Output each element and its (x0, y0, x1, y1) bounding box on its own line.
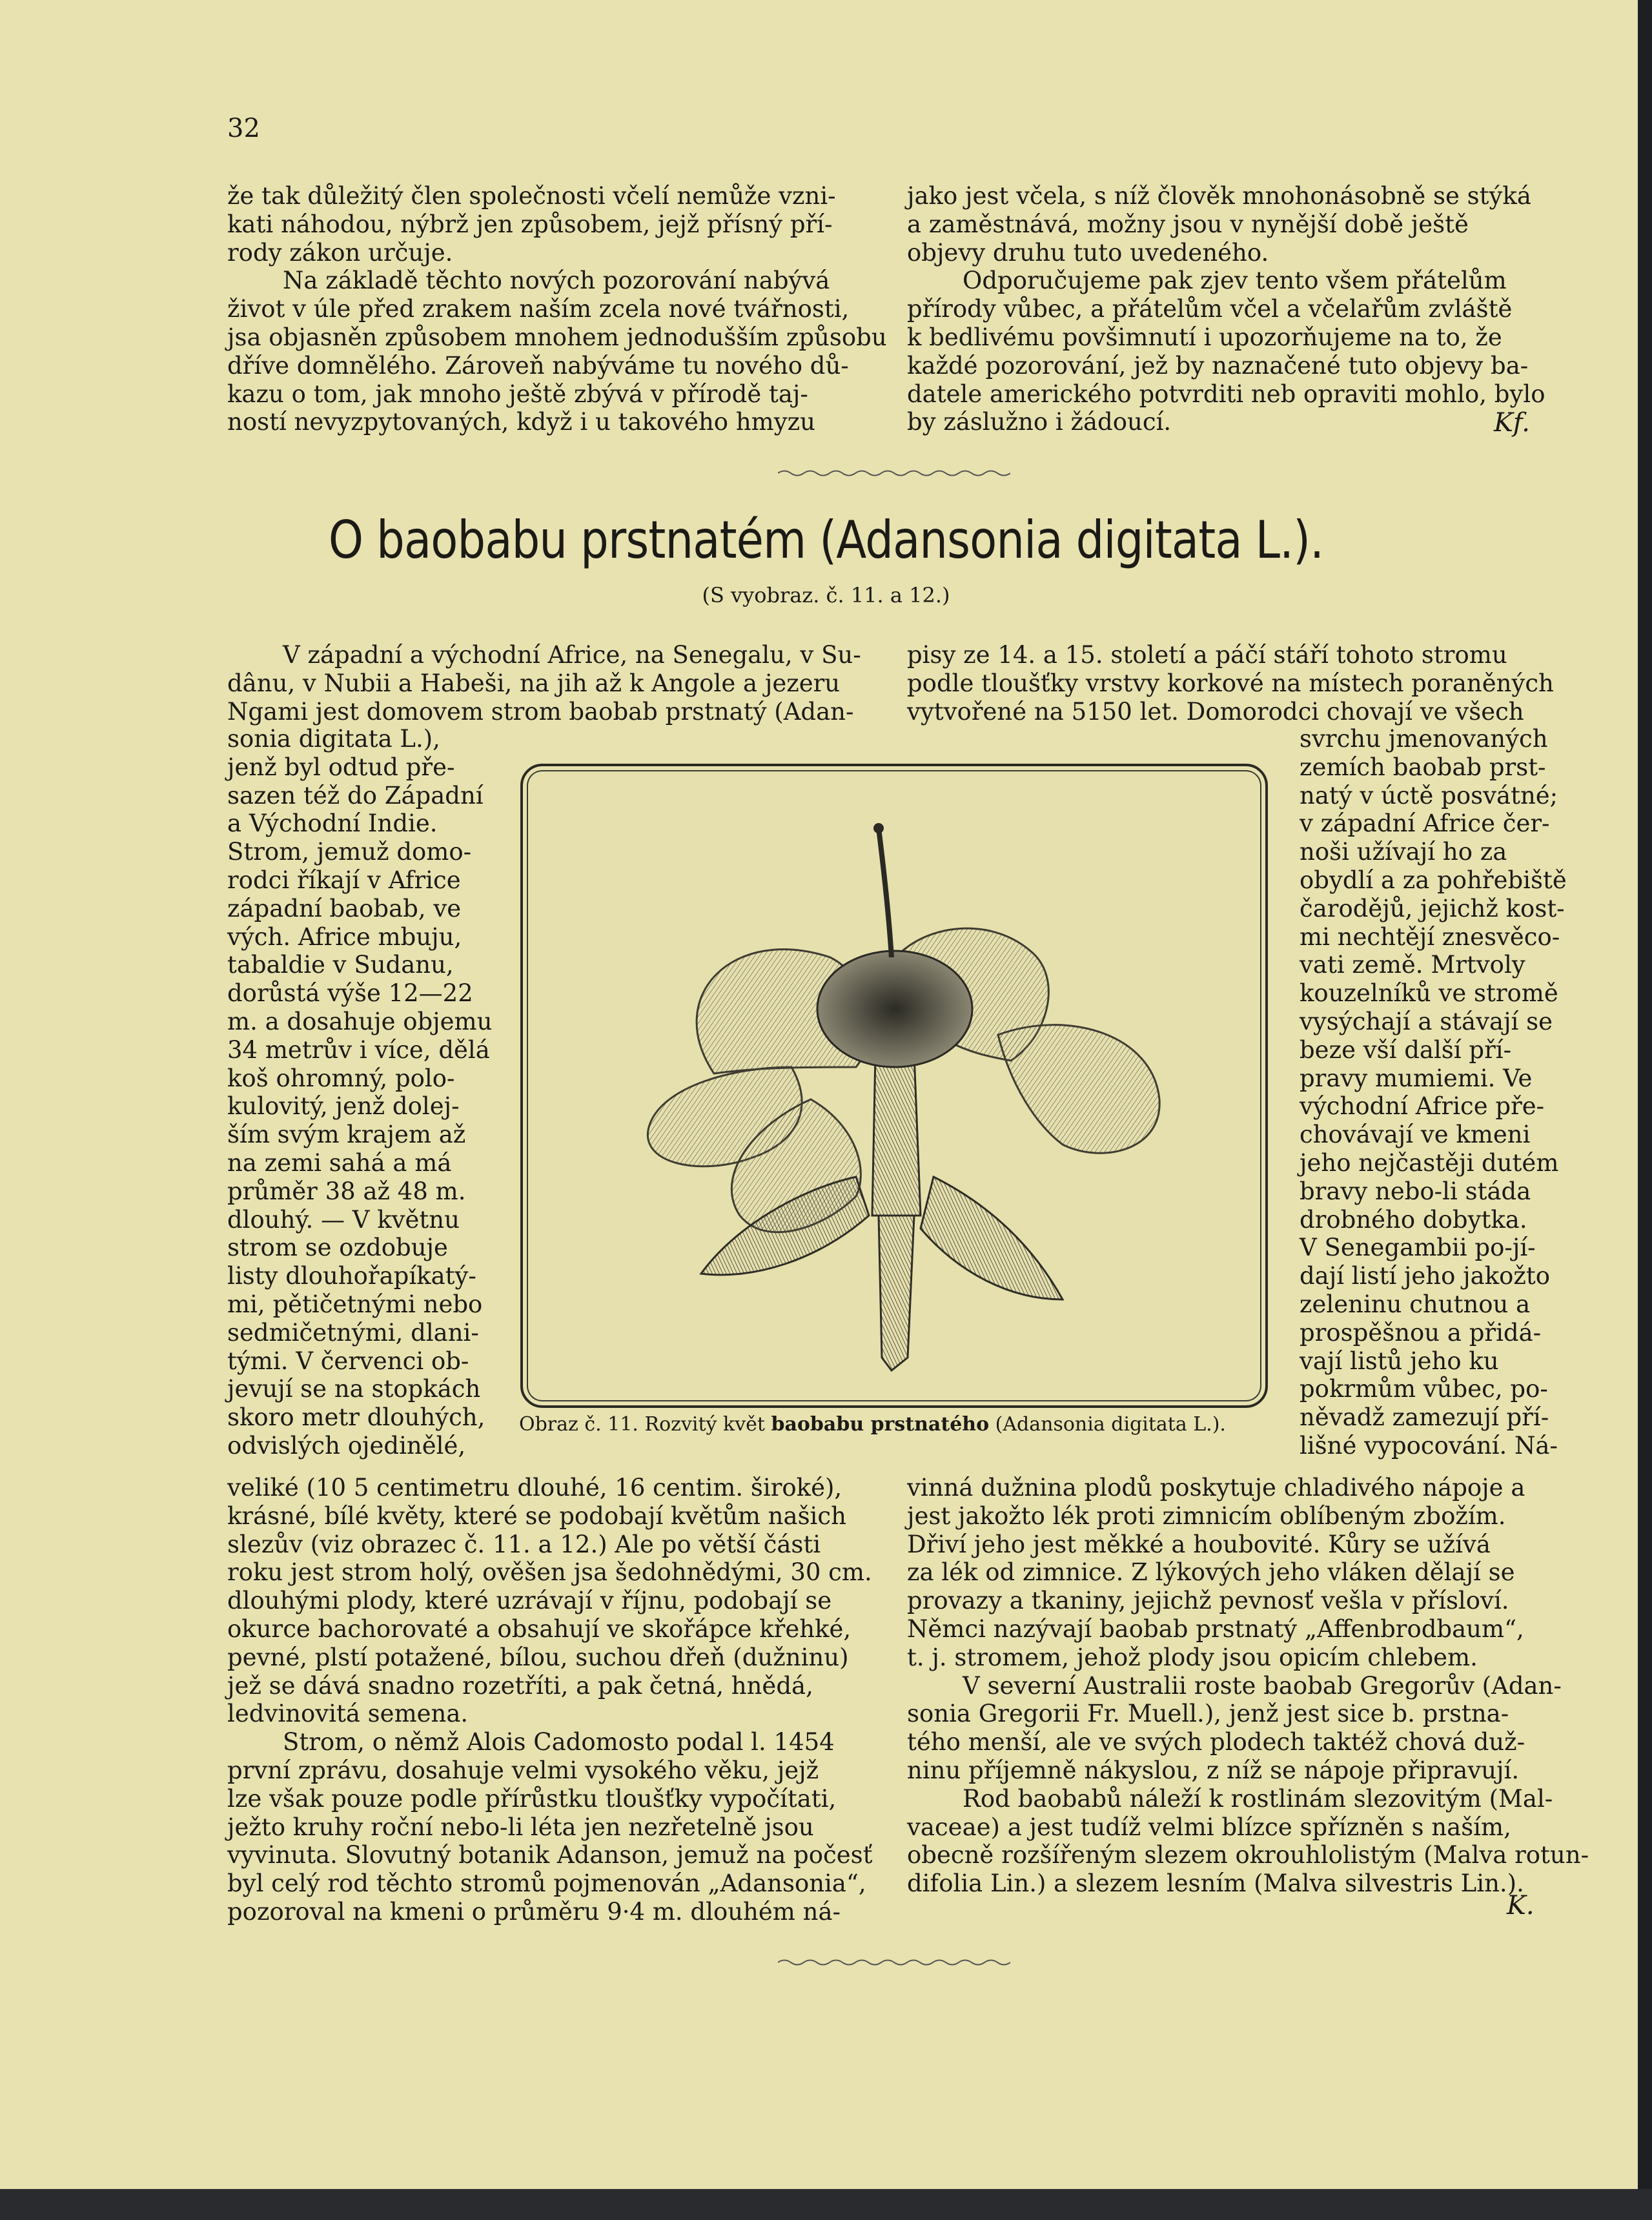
paragraph (227, 1474, 881, 1728)
left-narrow-column (227, 725, 493, 1460)
text-line: kazu o tom, jak mnoho ještě zbývá v přírodě taj- (227, 380, 808, 408)
text-line: Ngami jest domovem strom baobab prstnatý (Adan- (227, 697, 854, 726)
text-line: tými. V červenci ob- (227, 1347, 469, 1375)
text-line: rody zákon určuje. (227, 238, 453, 267)
text-line: jsa objasněn způsobem mnohem jednodušším způsobu (227, 323, 887, 351)
text-line: ností nevyzpytovaných, když i u takového hmyzu (227, 408, 815, 436)
text-line: odvislých ojedinělé, (227, 1431, 466, 1460)
text-line: obydlí a za pohřebiště (1300, 866, 1567, 894)
text-line: bravy nebo-li stáda (1300, 1177, 1531, 1205)
text-line: zemích baobab prst- (1300, 753, 1546, 781)
text-line: vysýchají a stávají se (1300, 1007, 1553, 1035)
text-line: V západní a východní Africe, na Senegalu, v Su- (283, 641, 861, 669)
text-line: slezův (viz obrazec č. 11. a 12.) Ale po větší části (227, 1530, 821, 1558)
bottom-right-column (907, 1474, 1589, 1898)
text-line: koš ohromný, polo- (227, 1064, 455, 1092)
caption-suffix: (Adansonia digitata L.). (989, 1413, 1226, 1436)
text-line: čarodějů, jejichž kost- (1300, 894, 1565, 922)
top-left-column (227, 182, 887, 436)
text-line: krásné, bílé květy, které se podobají květům našich (227, 1502, 846, 1530)
ornamental-divider (778, 469, 1010, 478)
paragraph (907, 1474, 1560, 1672)
text-line: Na základě těchto nových pozorování nabývá (283, 267, 830, 295)
author-signature: Kf. (1494, 408, 1530, 438)
text-line: tabaldie v Sudanu, (227, 951, 454, 979)
text-line: pisy ze 14. a 15. století a páčí stáří tohoto stromu (907, 641, 1507, 669)
text-line: obecně rozšířeným slezem okrouhlolistým (Malva rotun- (907, 1841, 1589, 1869)
text-line: vytvořené na 5150 let. Domorodci chovají ve všech (907, 697, 1524, 726)
text-line: ledvinovitá semena. (227, 1700, 469, 1728)
text-line: pevné, plstí potažené, bílou, suchou dřeň (dužninu) (227, 1643, 849, 1671)
text-line: 34 metrův i více, dělá (227, 1035, 490, 1064)
text-line: sazen též do Západní (227, 781, 484, 810)
text-line: natý v úctě posvátné; (1300, 781, 1558, 810)
text-line: jevují se na stopkách (227, 1375, 481, 1403)
text-line: vaceae) a jest tudíž velmi blízce spřízněn s naším, (907, 1813, 1511, 1841)
text-line: pozoroval na kmeni o průměru 9·4 m. dlouhém ná- (227, 1897, 841, 1926)
text-line: kulovitý, jenž dolej- (227, 1092, 460, 1121)
text-line: západní baobab, ve (227, 894, 462, 922)
article-subtitle: (S vyobraz. č. 11. a 12.) (702, 583, 950, 607)
text-line: ježto kruhy roční nebo-li léta jen nezřetelně jsou (227, 1813, 814, 1841)
text-line: listy dlouhořapíkatý- (227, 1262, 476, 1290)
article-title: O baobabu prstnatém (Adansonia digitata L.). (328, 510, 1324, 570)
text-line: beze vší další pří- (1300, 1035, 1512, 1064)
text-line: dlouhými plody, které uzrávají v říjnu, podobají se (227, 1587, 832, 1615)
text-line: roku jest strom holý, ověšen jsa šedohnědými, 30 cm. (227, 1558, 872, 1587)
right-narrow-column (1300, 725, 1567, 1460)
page-number: 32 (227, 114, 260, 143)
text-line: drobného dobytka. (1300, 1205, 1527, 1234)
text-line: rodci říkají v Africe (227, 866, 461, 894)
text-line: pravy mumiemi. Ve (1300, 1064, 1533, 1092)
text-line: průměr 38 až 48 m. (227, 1177, 466, 1205)
text-line: vati země. Mrtvoly (1300, 951, 1525, 979)
text-line: dají listí jeho jakožto (1300, 1262, 1551, 1290)
text-line: jenž byl odtud pře- (227, 753, 455, 781)
text-line: sonia Gregorii Fr. Muell.), jenž jest sice b. prstna- (907, 1700, 1509, 1728)
text-line: tého menší, ale ve svých plodech taktéž chová duž- (907, 1728, 1525, 1757)
text-line: kouzelníků ve stromě (1300, 979, 1558, 1008)
text-line: vyvinuta. Slovutný botanik Adanson, jemuž na počesť (227, 1841, 873, 1869)
text-line: východní Africe pře- (1300, 1092, 1545, 1121)
text-line: Odporučujeme pak zjev tento všem přátelům (963, 267, 1507, 295)
paragraph (907, 267, 1560, 436)
text-line: vých. Africe mbuju, (227, 922, 462, 951)
right-lead-paragraph (907, 641, 1560, 726)
text-line: dorůstá výše 12—22 (227, 979, 473, 1008)
scan-edge-right (1638, 0, 1652, 2220)
text-line: něvadž zamezují pří- (1300, 1403, 1549, 1432)
text-line: jež se dává snadno rozetříti, a pak četná, hnědá, (227, 1671, 813, 1700)
text-line: svrchu jmenovaných (1300, 725, 1548, 753)
text-line: přírody vůbec, a přátelům včel a včelařům zvláště (907, 295, 1513, 323)
lead-paragraph (227, 641, 881, 726)
caption-prefix: Obraz č. 11. Rozvitý květ (519, 1413, 771, 1436)
ornamental-divider (778, 1958, 1010, 1967)
text-line: veliké (10 5 centimetru dlouhé, 16 centim. široké), (227, 1474, 842, 1502)
text-line: by záslužno i žádoucí. (907, 408, 1172, 436)
text-line: ninu příjemně nákyslou, z níž se nápoje připravují. (907, 1756, 1520, 1784)
text-line: v západní Africe čer- (1300, 810, 1550, 838)
paragraph (907, 182, 1560, 267)
text-line: ším svým krajem až (227, 1121, 466, 1149)
text-line: život v úle před zrakem naším zcela nové tvářnosti, (227, 295, 850, 323)
text-line: vinná dužnina plodů poskytuje chladivého nápoje a (907, 1474, 1525, 1502)
text-line: a zaměstnává, možny jsou v nynější době ještě (907, 210, 1469, 238)
text-line: mi, pětičetnými nebo (227, 1290, 483, 1318)
text-line: V Senegambii po-jí- (1300, 1234, 1536, 1262)
text-line: dânu, v Nubii a Habeši, na jih až k Angole a jezeru (227, 669, 841, 697)
figure-caption (519, 1413, 1268, 1436)
scan-edge-bottom (0, 2189, 1652, 2220)
text-line: difolia Lin.) a slezem lesním (Malva silvestris Lin.). (907, 1869, 1524, 1898)
top-right-column (907, 182, 1560, 436)
text-line: V severní Australii roste baobab Gregorův (Adan- (963, 1671, 1562, 1700)
text-line: k bedlivému povšimnutí i upozorňujeme na to, že (907, 323, 1502, 351)
paragraph (907, 1672, 1560, 1785)
text-line: vají listů jeho ku (1300, 1347, 1499, 1375)
paragraph (907, 1784, 1589, 1898)
text-line: že tak důležitý člen společnosti včelí nemůže vzni- (227, 182, 836, 210)
text-line: provazy a tkaniny, jejichž pevnosť vešla v přísloví. (907, 1587, 1509, 1615)
text-line: chovávají ve kmeni (1300, 1121, 1531, 1149)
text-line: strom se ozdobuje (227, 1234, 448, 1262)
text-line: Strom, o němž Alois Cadomosto podal l. 1454 (283, 1728, 835, 1757)
text-line: Rod baobabů náleží k rostlinám slezovitým (Mal- (963, 1784, 1553, 1813)
text-line: lze však pouze podle přírůstku tloušťky vypočítati, (227, 1784, 837, 1813)
text-line: podle tloušťky vrstvy korkové na místech poraněných (907, 669, 1554, 697)
text-line: jest jakožto lék proti zimnicím oblíbeným zbožím. (907, 1502, 1506, 1530)
text-line: sedmičetnými, dlani- (227, 1318, 479, 1347)
text-line: kati náhodou, nýbrž jen způsobem, jejž přísný pří- (227, 210, 833, 238)
text-line: noši užívají ho za (1300, 838, 1507, 866)
paragraph (227, 267, 887, 436)
text-line: sonia digitata L.), (227, 725, 440, 753)
text-line: Němci nazývají baobab prstnatý „Affenbrodbaum“, (907, 1614, 1524, 1643)
text-line: a Východní Indie. (227, 810, 438, 838)
text-line: dlouhý. — V květnu (227, 1205, 460, 1234)
text-line: zeleninu chutnou a (1300, 1290, 1531, 1318)
baobab-flower-illustration (520, 764, 1263, 1405)
text-line: datele amerického potvrditi neb opraviti mohlo, bylo (907, 380, 1545, 408)
caption-bold: baobabu prstnatého (771, 1413, 990, 1436)
text-line: prospěšnou a přidá- (1300, 1318, 1542, 1347)
text-line: jeho nejčastěji dutém (1300, 1148, 1559, 1177)
text-line: Dřiví jeho jest měkké a houbovité. Kůry se užívá (907, 1530, 1491, 1558)
text-line: Strom, jemuž domo- (227, 838, 472, 866)
text-line: mi nechtějí znesvěco- (1300, 922, 1560, 951)
text-line: m. a dosahuje objemu (227, 1007, 493, 1035)
text-line: každé pozorování, jež by naznačené tuto objevy ba- (907, 351, 1529, 380)
text-line: první zprávu, dosahuje velmi vysokého věku, jejž (227, 1756, 819, 1784)
text-line: na zemi sahá a má (227, 1148, 452, 1177)
text-line: pokrmům vůbec, po- (1300, 1375, 1548, 1403)
text-line: okurce bachorovaté a obsahují ve skořápce křehké, (227, 1614, 851, 1643)
text-line: za lék od zimnice. Z lýkových jeho vláken dělají se (907, 1558, 1515, 1587)
text-line: lišné vypocování. Ná- (1300, 1431, 1558, 1460)
text-line: t. j. stromem, jehož plody jsou opicím chlebem. (907, 1643, 1478, 1671)
text-line: dříve domnělého. Zároveň nabýváme tu nového dů- (227, 351, 849, 380)
bottom-left-column (227, 1474, 881, 1926)
text-line: objevy druhu tuto uvedeného. (907, 238, 1269, 267)
text-line: skoro metr dlouhých, (227, 1403, 485, 1432)
paragraph (227, 1728, 881, 1926)
paragraph (227, 182, 875, 267)
text-line: jako jest včela, s níž člověk mnohonásobně se stýká (907, 182, 1531, 210)
text-line: byl celý rod těchto stromů pojmenován „Adansonia“, (227, 1869, 866, 1898)
author-signature: K. (1507, 1891, 1535, 1920)
